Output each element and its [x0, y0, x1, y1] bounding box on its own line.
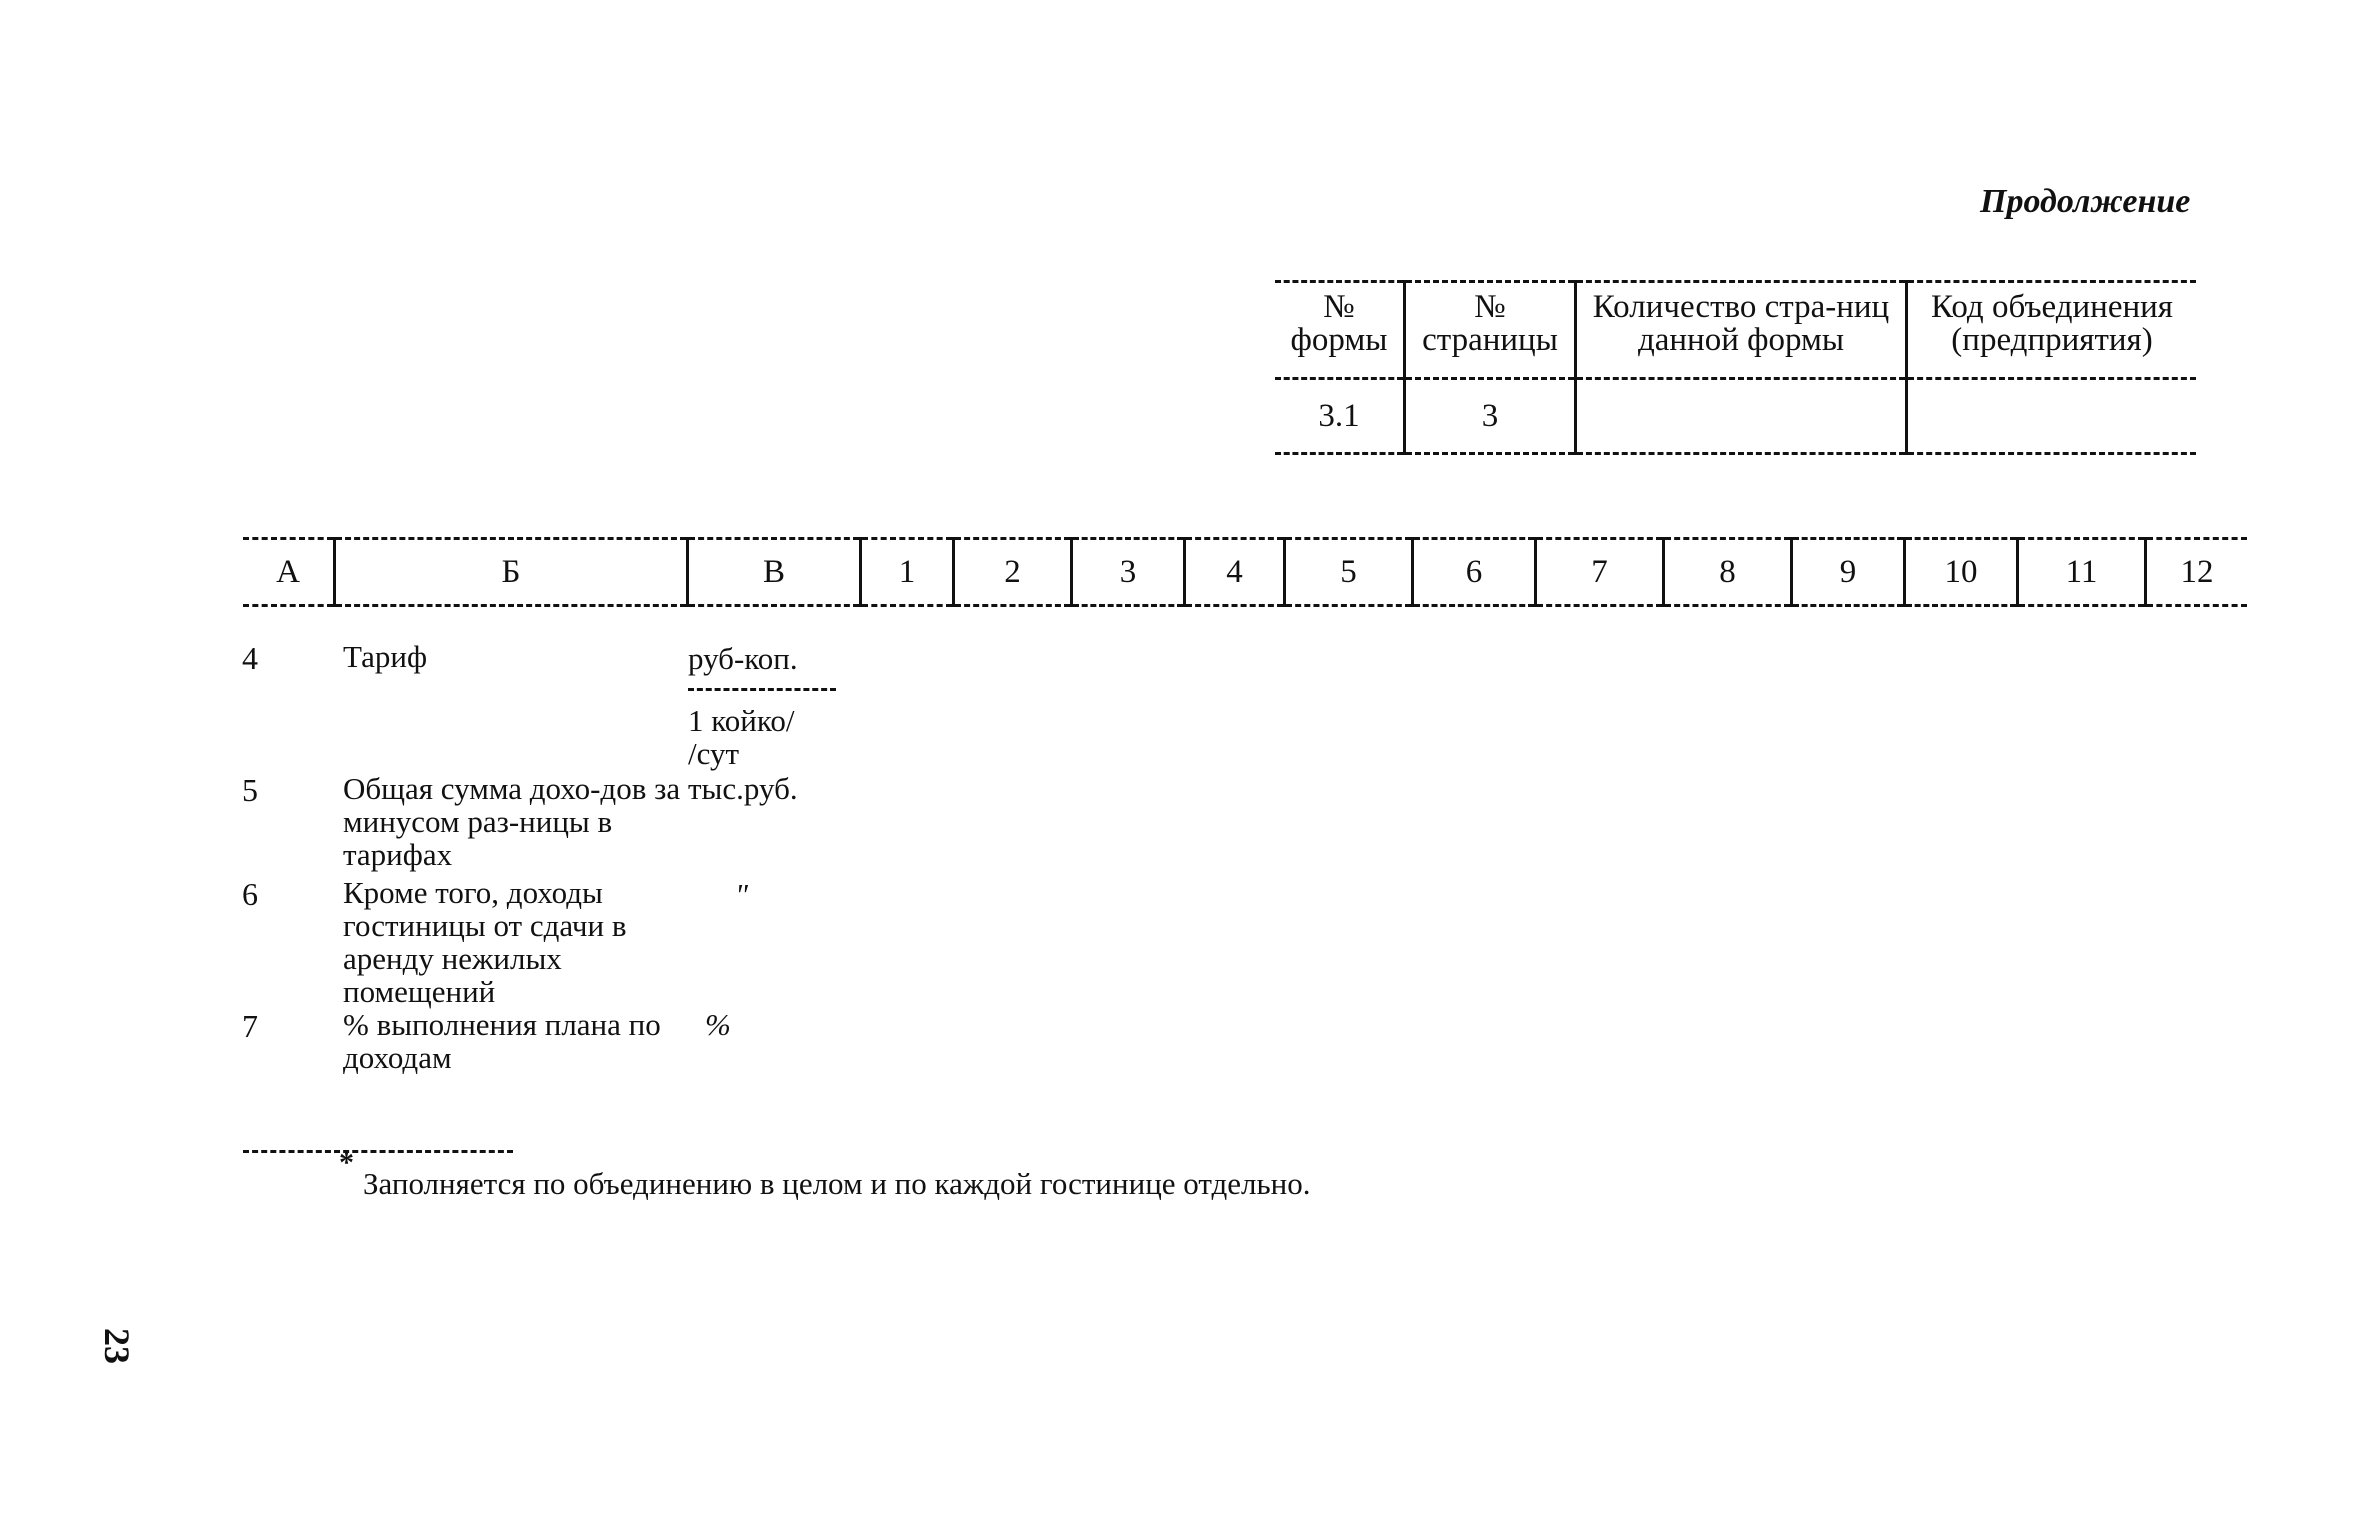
row-label: Кроме того, доходы гостиницы от сдачи в аренду нежилых помещений [343, 875, 627, 1009]
row-number: 5 [242, 772, 258, 808]
column-header-8: 8 [1664, 539, 1792, 606]
column-header-3: 3 [1072, 539, 1185, 606]
column-header-2: 2 [954, 539, 1072, 606]
column-header-table [243, 537, 2247, 607]
column-header-1: 1 [861, 539, 954, 606]
column-header-4: 4 [1185, 539, 1285, 606]
page-count-header: Количество стра-ниц данной формы [1576, 282, 1907, 379]
form-info-header-row [1275, 282, 2196, 379]
form-number-header: № формы [1275, 282, 1405, 379]
association-code-value [1907, 379, 2197, 454]
form-info-table [1275, 280, 2196, 455]
row-unit: " [735, 877, 749, 912]
row-unit: руб-коп. [688, 641, 798, 676]
form-number-value: 3.1 [1275, 379, 1405, 454]
page-count-value [1576, 379, 1907, 454]
row-unit-denominator: 1 койко/ /сут [688, 703, 795, 771]
column-header-12: 12 [2146, 539, 2248, 606]
row-number: 7 [242, 1008, 258, 1044]
continuation-label: Продолжение [1980, 183, 2191, 220]
association-code-header: Код объединения (предприятия) [1907, 282, 2197, 379]
row-label: Общая сумма дохо-дов за минусом раз-ницы в тарифах [343, 771, 681, 872]
page-number: 23 [97, 1328, 137, 1364]
row-number: 6 [242, 876, 258, 912]
column-header-v: В [688, 539, 861, 606]
column-header-11: 11 [2018, 539, 2146, 606]
row-unit: тыс.руб. [688, 771, 798, 806]
column-header-row [243, 539, 2247, 606]
column-header-7: 7 [1536, 539, 1664, 606]
column-header-a: А [243, 539, 335, 606]
row-label: % выполнения плана по доходам [343, 1007, 661, 1075]
unit-fraction-line [688, 688, 836, 691]
row-label: Тариф [343, 639, 428, 674]
column-header-5: 5 [1285, 539, 1413, 606]
footnote-mark: * [339, 1146, 354, 1179]
footnote-text: Заполняется по объединению в целом и по каждой гостинице отдельно. [363, 1166, 1311, 1201]
column-header-10: 10 [1905, 539, 2018, 606]
column-header-b: Б [335, 539, 688, 606]
column-header-9: 9 [1792, 539, 1905, 606]
footnote-rule [243, 1150, 513, 1153]
form-info-value-row [1275, 379, 2196, 454]
column-header-6: 6 [1413, 539, 1536, 606]
row-number: 4 [242, 640, 258, 676]
row-unit: % [705, 1007, 731, 1042]
page-number-header: № страницы [1405, 282, 1576, 379]
page-number-value: 3 [1405, 379, 1576, 454]
